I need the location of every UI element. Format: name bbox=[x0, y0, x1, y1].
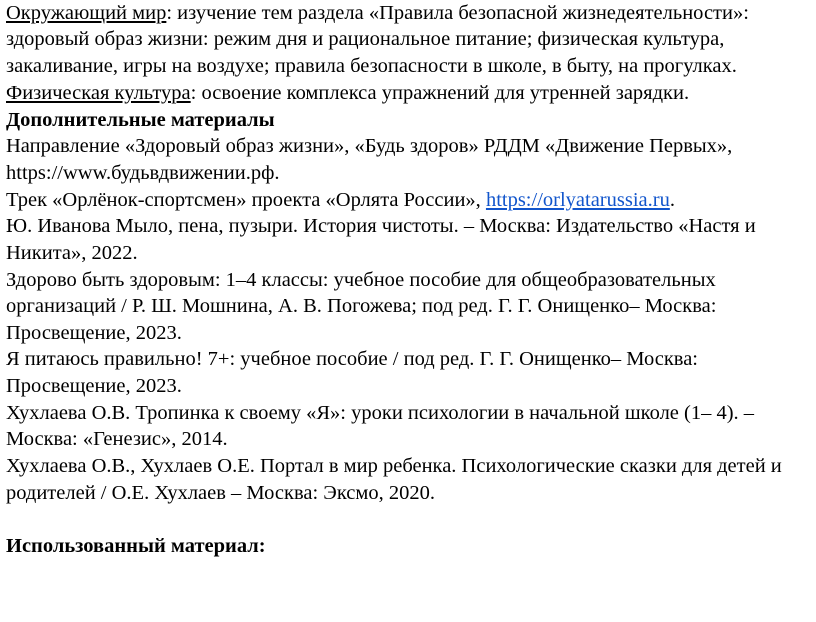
heading-additional-materials: Дополнительные материалы bbox=[6, 109, 275, 131]
reference-item: Просвещение, 2023. bbox=[6, 375, 182, 397]
heading-used-material: Использованный материал: bbox=[6, 535, 266, 557]
reference-item: https://www.будьвдвижении.рф. bbox=[6, 162, 280, 184]
reference-item: Здорово быть здоровым: 1–4 классы: учебное пособие для общеобразовательных bbox=[6, 269, 716, 291]
reference-item: Москва: «Генезис», 2014. bbox=[6, 428, 228, 450]
reference-item: Хухлаева О.В. Тропинка к своему «Я»: уроки психологии в начальной школе (1– 4). – bbox=[6, 402, 755, 424]
paragraph-line: здоровый образ жизни: режим дня и рациональное питание; физическая культура, bbox=[6, 28, 725, 50]
reference-item: Направление «Здоровый образ жизни», «Будь здоров» РДДМ «Движение Первых», bbox=[6, 135, 733, 157]
subject-physical-culture: Физическая культура bbox=[6, 82, 191, 104]
reference-item: организаций / Р. Ш. Мошнина, А. В. Погожева; под ред. Г. Г. Онищенко– Москва: bbox=[6, 295, 717, 317]
reference-item: Никита», 2022. bbox=[6, 242, 138, 264]
reference-item: Просвещение, 2023. bbox=[6, 322, 182, 344]
subject-environment: Окружающий мир bbox=[6, 2, 167, 24]
orlyata-link[interactable]: https://orlyatarussia.ru bbox=[485, 189, 670, 211]
reference-text: Трек «Орлёнок-спортсмен» проекта «Орлята России», bbox=[6, 189, 486, 211]
paragraph-line bbox=[6, 80, 689, 106]
reference-item: Я питаюсь правильно! 7+: учебное пособие / под ред. Г. Г. Онищенко– Москва: bbox=[6, 348, 699, 370]
paragraph-text: : изучение тем раздела «Правила безопасной жизнедеятельности»: bbox=[166, 2, 749, 24]
reference-item: Хухлаева О.В., Хухлаев О.Е. Портал в мир ребенка. Психологические сказки для детей и bbox=[6, 455, 782, 477]
reference-tail: . bbox=[669, 189, 675, 211]
paragraph-line: закаливание, игры на воздухе; правила безопасности в школе, в быту, на прогулках. bbox=[6, 55, 737, 77]
reference-item: Ю. Иванова Мыло, пена, пузыри. История чистоты. – Москва: Издательство «Настя и bbox=[6, 215, 756, 237]
paragraph-line bbox=[6, 0, 749, 26]
reference-item bbox=[6, 187, 675, 213]
reference-item: родителей / О.Е. Хухлаев – Москва: Эксмо, 2020. bbox=[6, 482, 435, 504]
paragraph-text: : освоение комплекса упражнений для утренней зарядки. bbox=[190, 82, 690, 104]
